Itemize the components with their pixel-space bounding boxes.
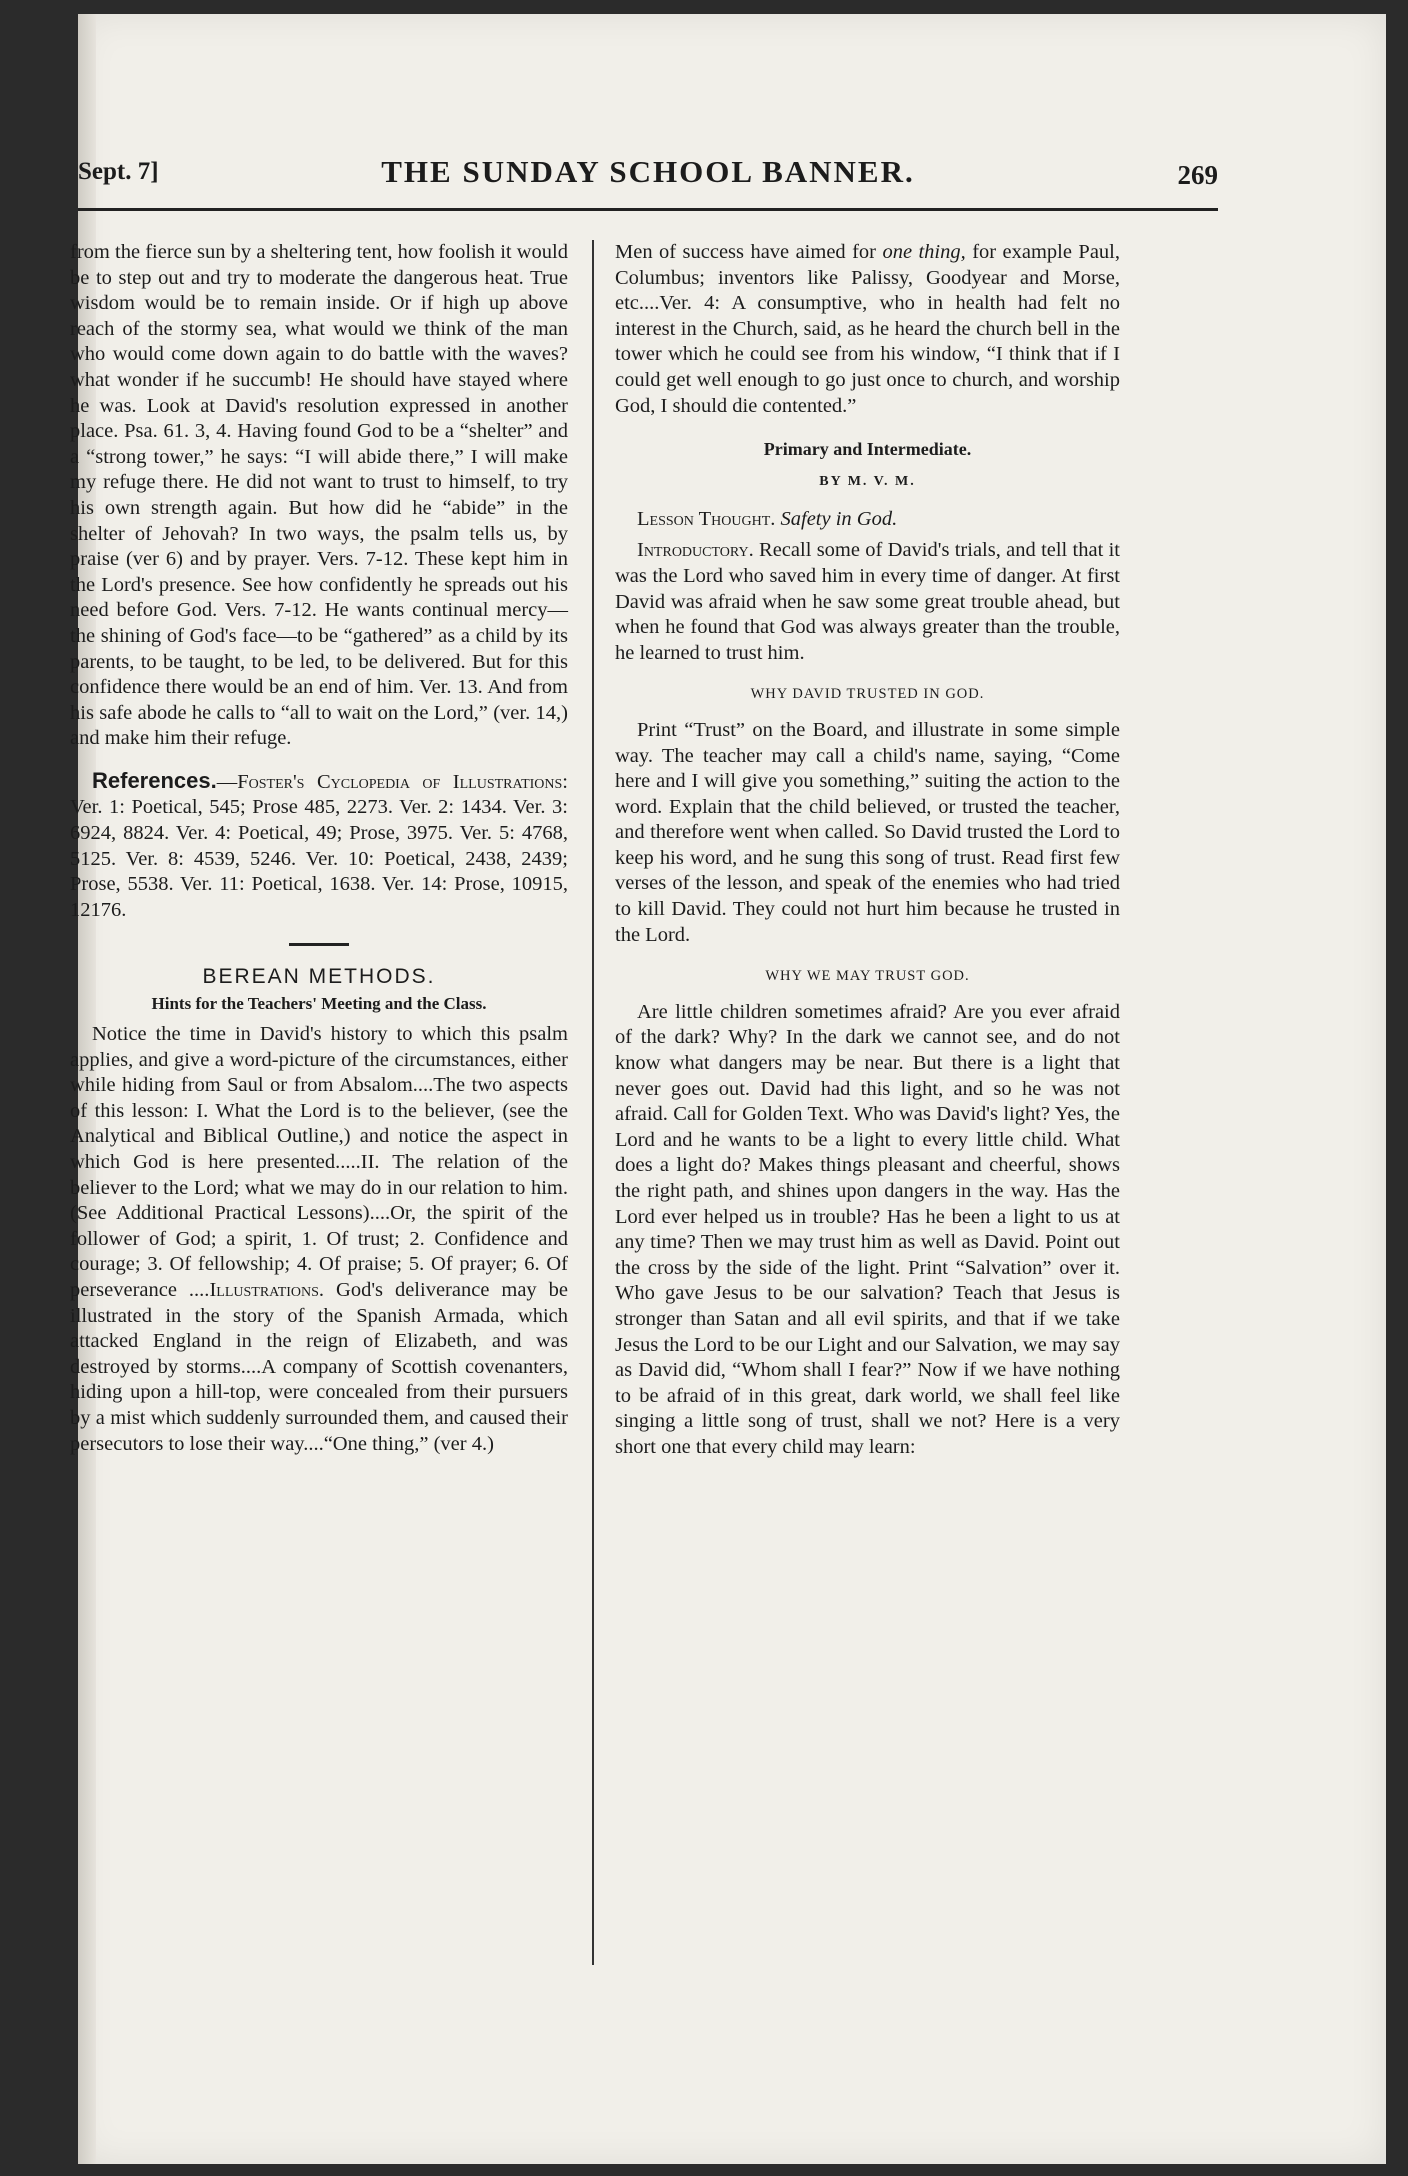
why-trust-paragraph: Are little children sometimes afraid? Are you ever afraid of the dark? Why? In the dark we cannot see, and do not know what dangers may be near. But there is a light that never goes out. David had this light, and so he was not afraid. Call for Golden Text. Who was David's light? Yes, the Lord and he wants to be a light to every little child. What does a light do? Makes things pleasant and cheerful, shows the right path, and shines upon dangers in the way. Has the Lord ever helped us in trouble? Has he been a light to us at any time? Then we may trust him as well as David. Point out the cross by the side of the light. Print “Salvation” over it. Who gave Jesus to be our salvation? Teach that Jesus is stronger than Satan and all evil spirits, and that if we take Jesus the Lord to be our Light and our Salvation, we may say as David did, “Whom shall I fear?” Now if we have nothing to be afraid of in this great, dark world, we shall feel like singing a little song of trust, shall we not? Here is a very short one that every child may learn: (615, 1000, 1120, 1458)
continued-paragraph: from the fierce sun by a sheltering tent, how foolish it would be to step out and try to moderate the dangerous heat. True wisdom would be to remain inside. Or if high up above reach of the stormy sea, what would we think of the man who would come down again to do battle with the waves? what wonder if he succumb! He should have stayed where he was. Look at David's resolution expressed in another place. Psa. 61. 3, 4. Having found God to be a “shelter” and a “strong tower,” he says: “I will abide there,” I will make my refuge there. He did not want to trust to himself, to try his own strength again. But how did he “abide” in the shelter of Jehovah? In two ways, the psalm tells us, by praise (ver 6) and by prayer. Vers. 7-12. These kept him in the Lord's presence. See how confidently he spreads out his need before God. Vers. 7-12. He wants continual mercy—the shining of God's face—to be “gathered” as a child by its parents, to be taught, to be led, to be delivered. But for this confidence there would be an end of him. Ver. 13. And from his safe abode he calls to “all to wait on the Lord,” (ver. 14,) and make him their refuge. (70, 241, 568, 750)
references-source: —Foster's Cyclopedia of Illustrations: (216, 770, 568, 793)
introductory-paragraph (615, 538, 1120, 666)
column-divider (592, 240, 594, 1965)
lesson-thought (615, 507, 1120, 533)
header-title: THE SUNDAY SCHOOL BANNER. (381, 154, 915, 189)
berean-methods-subtitle: Hints for the Teachers' Meeting and the Class. (151, 994, 487, 1014)
introductory-text: Recall some of David's trials, and tell that it was the Lord who saved him in every time of danger. At first David was afraid when he saw some great trouble ahead, but when he found that God was always greater than the trouble, he learned to trust him. (615, 539, 1120, 664)
lesson-thought-value: Safety in God. (780, 507, 898, 530)
lesson-thought-label: Lesson Thought. (637, 507, 776, 530)
berean-methods-text (70, 1022, 568, 1457)
trust-paragraph: Print “Trust” on the Board, and illustrate in some simple way. The teacher may call a child's name, saying, “Come here and I will give you something,” suiting the action to the word. Explain that the child believed, or trusted the teacher, and therefore went when called. So David trusted the Lord to keep his word, and he sung this song of trust. Read first few verses of the lesson, and speak of the enemies who had tried to kill David. They could not hurt him because he trusted in the Lord. (615, 718, 1120, 946)
continued-paragraph-right (615, 240, 1120, 419)
illustrations-label: Illustrations. (209, 1278, 325, 1301)
byline: BY M. V. M. (819, 474, 916, 490)
heading-why-we-may-trust: WHY WE MAY TRUST GOD. (765, 968, 970, 985)
primary-intermediate-title: Primary and Intermediate. (763, 439, 972, 460)
references-paragraph (70, 768, 568, 924)
berean-text-part-a: Notice the time in David's history to which this psalm applies, and give a word-picture of the circumstances, either while hiding from Saul or from Absalom....The two aspects of this lesson: I. What the Lord is to the believer, (see the Analytical and Biblical Outline,) and notice the aspect in which God is here presented.....II. The relation of the believer to the Lord; what we may do in our relation to him. (See Additional Practical Lessons)....Or, the spirit of the follower of God; a spirit, 1. Of trust; 2. Confidence and courage; 3. Of fellowship; 4. Of praise; 5. Of prayer; 6. Of perseverance .... (70, 1023, 568, 1301)
references-text: Ver. 1: Poetical, 545; Prose 485, 2273. Ver. 2: 1434. Ver. 3: 6924, 8824. Ver. 4: Poetical, 49; Prose, 3975. Ver. 5: 4768, 5125. Ver. 8: 4539, 5246. Ver. 10: Poetical, 2438, 2439; Prose, 5538. Ver. 11: Poetical, 1638. Ver. 14: Prose, 10915, 12176. (70, 796, 568, 921)
running-header (78, 150, 1218, 200)
para1-emphasis: one thing, (882, 241, 966, 263)
page-number: 269 (1177, 160, 1218, 190)
berean-text-part-b: God's deliverance may be illustrated in the story of the Spanish Armada, which attacked England in the reign of Elizabeth, and was destroyed by storms....A company of Scottish covenanters, hiding upon a hill-top, were concealed from their pursuers by a mist which suddenly surrounded them, and caused their persecutors to lose their way....“One thing,” (ver 4.) (70, 1278, 568, 1455)
header-rule (78, 208, 1218, 211)
introductory-label: Introductory. (637, 539, 754, 562)
right-column (615, 240, 1120, 1461)
left-column (70, 240, 568, 1457)
references-label: References. (92, 767, 217, 793)
para1-text-b: for example Paul, Columbus; inventors like Palissy, Goodyear and Morse, etc....Ver. 4: A consumptive, who in health had felt no interest in the Church, said, as he heard the church bell in the tower which he could see from his window, “I think that if I could get well enough to go just once to church, and worship God, I should die contented.” (615, 241, 1120, 417)
berean-methods-title: BEREAN METHODS. (202, 965, 436, 989)
header-date: Sept. 7] (78, 158, 159, 185)
para1-text-a: Men of success have aimed for (615, 241, 883, 263)
heading-why-david-trusted: WHY DAVID TRUSTED IN GOD. (750, 686, 985, 703)
section-rule (289, 943, 349, 946)
